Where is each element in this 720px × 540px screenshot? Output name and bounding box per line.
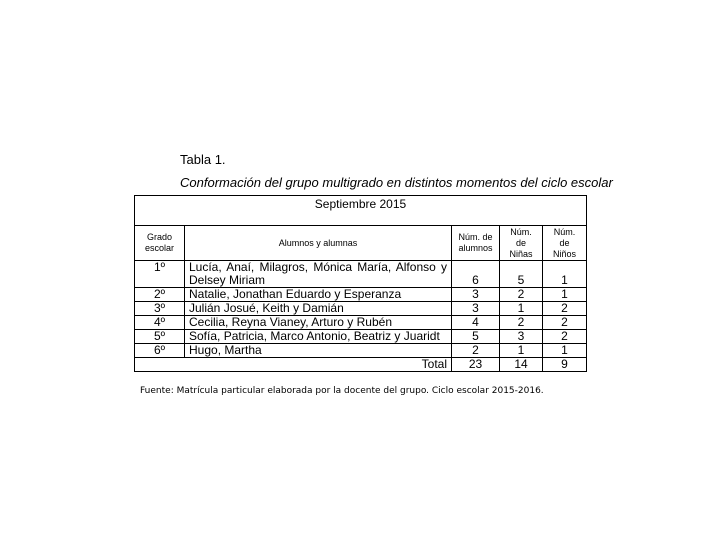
names-cell: Natalie, Jonathan Eduardo y Esperanza [185,288,452,302]
names-cell: Sofía, Patricia, Marco Antonio, Beatriz y Juaridt [185,330,452,344]
names-cell: Hugo, Martha [185,344,452,358]
table-row [135,316,587,330]
grade-cell: 1º [135,261,185,288]
grade-cell: 5º [135,330,185,344]
count-cell: 6 [452,261,500,288]
boys-cell: 2 [543,316,587,330]
girls-cell: 5 [500,261,543,288]
count-cell: 5 [452,330,500,344]
table-row [135,344,587,358]
table-row [135,330,587,344]
table-title: Conformación del grupo multigrado en distintos momentos del ciclo escolar [180,175,613,190]
table-row [135,288,587,302]
boys-header: Núm. de Niños [543,226,587,261]
period-header: Septiembre 2015 [135,196,587,226]
boys-cell: 1 [543,344,587,358]
grade-header: Grado escolar [135,226,185,261]
count-header: Núm. de alumnos [452,226,500,261]
table-row [135,302,587,316]
boys-cell: 2 [543,302,587,316]
names-cell: Cecilia, Reyna Vianey, Arturo y Rubén [185,316,452,330]
girls-cell: 1 [500,344,543,358]
grade-cell: 6º [135,344,185,358]
total-girls-cell: 14 [500,358,543,372]
totals-row [135,358,587,372]
grade-cell: 3º [135,302,185,316]
table-number: Tabla 1. [180,152,226,167]
girls-cell: 1 [500,302,543,316]
boys-cell: 1 [543,288,587,302]
girls-cell: 2 [500,316,543,330]
boys-cell: 1 [543,261,587,288]
total-boys-cell: 9 [543,358,587,372]
girls-cell: 2 [500,288,543,302]
group-table [134,195,587,372]
grade-cell: 4º [135,316,185,330]
count-cell: 3 [452,288,500,302]
count-cell: 3 [452,302,500,316]
students-header: Alumnos y alumnas [185,226,452,261]
girls-cell: 3 [500,330,543,344]
source-note: Fuente: Matrícula particular elaborada por la docente del grupo. Ciclo escolar 2015-2016. [140,386,544,396]
count-cell: 4 [452,316,500,330]
names-cell: Julián Josué, Keith y Damián [185,302,452,316]
grade-cell: 2º [135,288,185,302]
count-cell: 2 [452,344,500,358]
boys-cell: 2 [543,330,587,344]
total-count-cell: 23 [452,358,500,372]
girls-header: Núm. de Niñas [500,226,543,261]
table-row [135,261,587,288]
names-cell: Lucía, Anaí, Milagros, Mónica María, Alfonso y Delsey Miriam [185,261,452,288]
total-label: Total [135,358,452,372]
